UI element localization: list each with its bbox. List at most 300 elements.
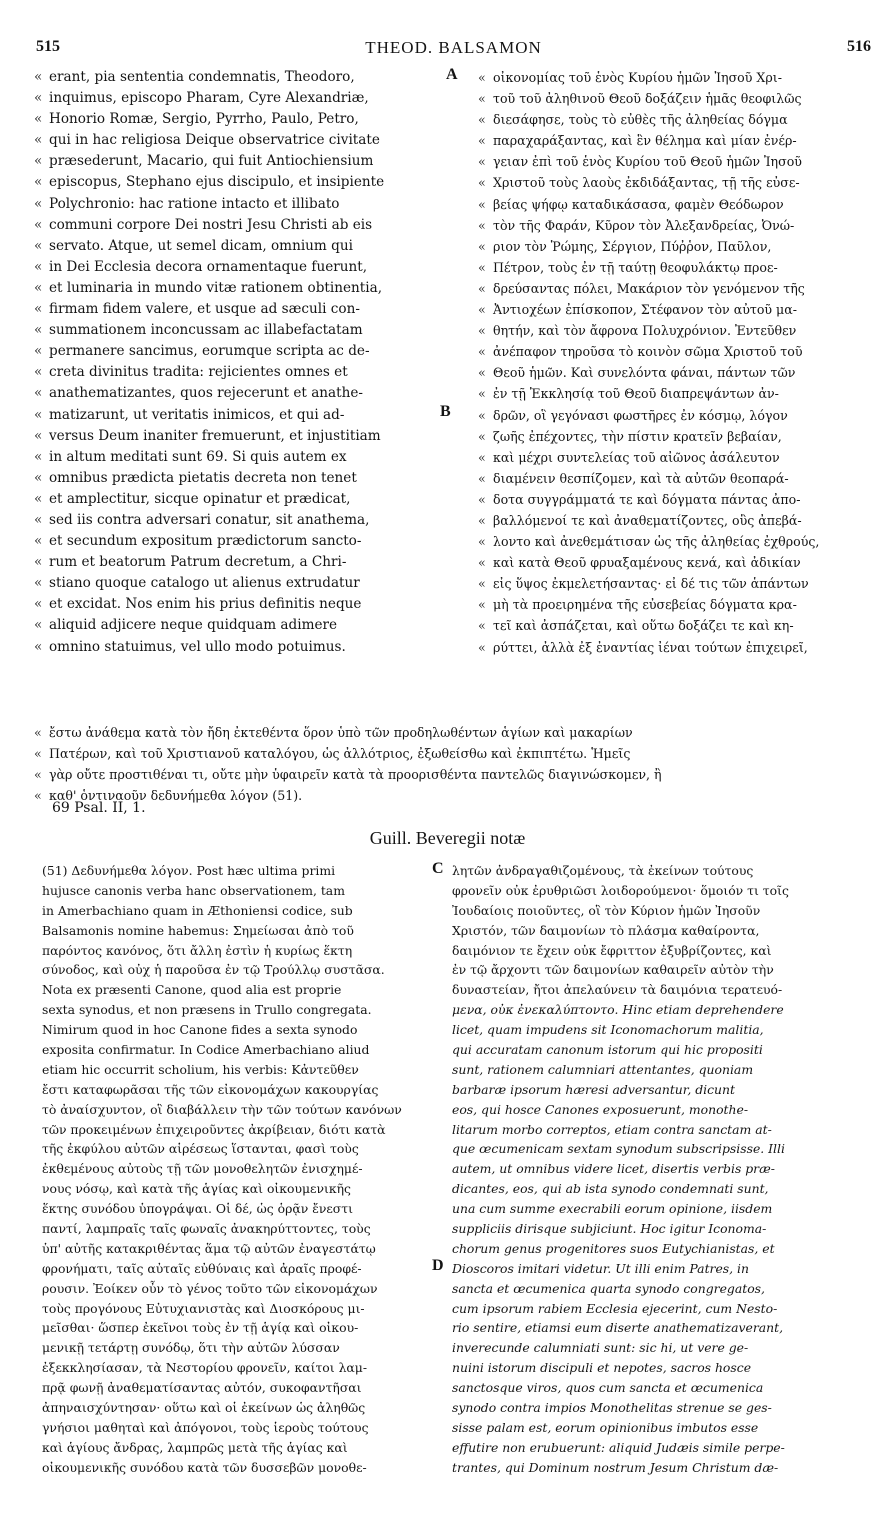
line-text: chorum genus progenitores suos Eutychianistas, et xyxy=(452,1240,775,1256)
line-text: aliquid adjicere neque quidquam adimere xyxy=(49,617,338,634)
line-text: ἀνέπαφον τηροῦσα τὸ κοινὸν σῶμα Χριστοῦ τοῦ xyxy=(493,344,803,360)
greek-column xyxy=(478,67,878,658)
text-line xyxy=(34,594,448,615)
line-text: Θεοῦ ἡμῶν. Καὶ συνελόντα φάναι, πάντων τῶν xyxy=(493,365,796,381)
running-header xyxy=(36,38,871,62)
text-line xyxy=(478,130,878,151)
text-line xyxy=(452,881,882,901)
text-line xyxy=(34,722,879,743)
text-line xyxy=(34,341,448,362)
line-text: in Amerbachiano quam in Æthoniensi codice, sub xyxy=(42,902,353,918)
text-line xyxy=(478,510,878,531)
line-text: sunt, rationem calumniari attentantes, quoniam xyxy=(452,1061,754,1077)
text-line xyxy=(452,1199,882,1219)
text-line xyxy=(34,194,448,215)
quotation-mark: « xyxy=(34,195,43,212)
line-text: rio sentire, etiamsi eum diserte anathematizaverant, xyxy=(452,1320,784,1336)
line-text: synodo contra impios Monothelitas strenue se ges- xyxy=(452,1400,772,1416)
quotation-mark: « xyxy=(34,174,43,191)
text-line xyxy=(42,1120,430,1140)
line-text: βείας ψήφῳ καταδικάσασα, φαμὲν Θεόδωρον xyxy=(493,196,784,212)
text-line xyxy=(42,1259,430,1279)
line-text: (51) Δεδυνήμεθα λόγον. Post hæc ultima primi xyxy=(42,863,336,878)
line-text: Πέτρον, τοὺς ἐν τῇ ταύτῃ θεοφυλάκτῳ προε- xyxy=(493,259,778,275)
line-text: sed iis contra adversari conatur, sit anathema, xyxy=(49,511,370,528)
line-text: et luminaria in mundo vitæ rationem obtinentia, xyxy=(49,279,383,296)
line-text: ἐν τῇ Ἐκκλησίᾳ τοῦ Θεοῦ διαπρεψάντων ἀν- xyxy=(493,386,779,402)
text-line xyxy=(42,1318,430,1338)
line-text: Honorio Romæ, Sergio, Pyrrho, Paulo, Petro, xyxy=(49,111,359,128)
text-line xyxy=(478,109,878,130)
line-text: autem, ut omnibus videre licet, disertis verbis præ- xyxy=(452,1161,775,1177)
text-line xyxy=(452,1040,882,1060)
text-line xyxy=(34,764,879,785)
line-text: permanere sancimus, eorumque scripta ac de- xyxy=(49,343,370,360)
quotation-mark: « xyxy=(34,301,43,318)
line-text: Πατέρων, καὶ τοῦ Χριστιανοῦ καταλόγου, ὡς ἀλλότριος, ἐξωθείσθω καὶ ἐκπιπτέτω. Ἡμεῖς xyxy=(49,746,631,762)
notes-left-column xyxy=(42,861,430,1478)
line-text: μὴ τὰ προειρημένα τῆς εὐσεβείας δόγματα κρα- xyxy=(493,597,797,613)
text-line xyxy=(478,383,878,404)
quotation-mark: « xyxy=(478,302,486,318)
line-text: una cum summe execrabili eorum opinione, iisdem xyxy=(452,1201,773,1217)
text-line xyxy=(34,151,448,172)
line-text: δρῶν, οἳ γεγόνασι φωστῆρες ἐν κόσμῳ, λόγον xyxy=(493,407,788,423)
line-text: παρόντος κανόνος, ὅτι ἄλλη ἐστὶν ἡ κυρίως ἕκτη xyxy=(42,942,353,958)
text-line xyxy=(34,299,448,320)
line-text: τὸν τῆς Φαράν, Κῦρον τὸν Ἀλεξανδρείας, Ὀνώ- xyxy=(493,217,795,233)
line-text: Nota ex præsenti Canone, quod alia est proprie xyxy=(42,982,342,998)
text-line xyxy=(478,573,878,594)
text-line xyxy=(452,1219,882,1239)
text-line xyxy=(452,960,882,980)
quotation-mark: « xyxy=(34,90,43,107)
quotation-mark: « xyxy=(34,69,43,85)
line-text: ἔστι καταφωρᾶσαι τῆς τῶν εἰκονομάχων κακουργίας xyxy=(42,1081,379,1097)
page-number-right: 516 xyxy=(847,38,871,55)
text-line xyxy=(42,1199,430,1219)
text-line xyxy=(452,1139,882,1159)
line-text: versus Deum inaniter fremuerunt, et injustitiam xyxy=(49,427,381,444)
line-text: ριον τὸν Ῥώμης, Σέργιον, Πύῤῥον, Παῦλον, xyxy=(493,238,772,254)
line-text: que œcumenicam sextam synodum subscripsisse. Illi xyxy=(452,1141,785,1157)
text-line xyxy=(452,921,882,941)
text-line xyxy=(452,941,882,961)
quotation-mark: « xyxy=(478,555,486,571)
text-line xyxy=(42,1279,430,1299)
line-text: μενα, οὐκ ἐνεκαλύπτοντο. Hinc etiam deprehendere xyxy=(452,1002,784,1018)
line-text: creta divinitus tradita: rejicientes omnes et xyxy=(49,364,348,381)
line-text: Χριστοῦ τοὺς λαοὺς ἐκδιδάξαντας, τῇ τῆς εὐσε- xyxy=(493,175,800,191)
quotation-mark: « xyxy=(34,111,43,128)
quotation-mark: « xyxy=(478,238,486,254)
quotation-mark: « xyxy=(478,91,486,107)
text-line xyxy=(452,1020,882,1040)
line-text: τῆς ἐκφύλου αὐτῶν αἱρέσεως ἵστανται, φασὶ τοὺς xyxy=(42,1141,359,1157)
text-line xyxy=(34,257,448,278)
text-line xyxy=(478,531,878,552)
line-text: nuini istorum discipuli et nepotes, sacros hosce xyxy=(452,1360,752,1376)
line-text: ζωῆς ἐπέχοντες, τὴν πίστιν κρατεῖν βεβαίαν, xyxy=(493,428,782,444)
line-text: καὶ μέχρι συντελείας τοῦ αἰῶνος ἀσάλευτον xyxy=(493,449,780,465)
line-text: καθ' ὁντιναοῦν δεδυνήμεθα λόγον (51). xyxy=(49,788,303,804)
line-text: γειαν ἐπὶ τοῦ ἑνὸς Κυρίου τοῦ Θεοῦ ἡμῶν Ἰησοῦ xyxy=(493,154,802,170)
text-line xyxy=(478,172,878,193)
quotation-mark: « xyxy=(34,385,43,402)
text-line xyxy=(42,901,430,921)
notes-heading: Guill. Beveregii notæ xyxy=(369,828,526,848)
line-text: ἔστω ἀνάθεμα κατὰ τὸν ἤδη ἐκτεθέντα ὅρον ὑπὸ τῶν προδηλωθέντων ἁγίων καὶ μακαρίων xyxy=(49,725,633,740)
quotation-mark: « xyxy=(478,491,486,507)
text-line xyxy=(42,1100,430,1120)
line-text: δαιμόνιον τε ἔχειν οὐκ ἔφριττον ἐξυβρίζοντες, καὶ xyxy=(452,942,772,958)
quotation-mark: « xyxy=(478,618,486,634)
line-text: hujusce canonis verba hanc observationem, tam xyxy=(42,882,345,898)
line-text: anathematizantes, quos rejecerunt et anathe- xyxy=(49,385,364,402)
text-line xyxy=(478,341,878,362)
greek-full-width-text xyxy=(34,722,879,806)
text-line xyxy=(34,236,448,257)
text-line xyxy=(34,109,448,130)
line-text: οἰκουμενικῆς συνόδου κατὰ τῶν δυσσεβῶν μονοθε- xyxy=(42,1459,367,1475)
line-text: qui accuratam canonum istorum qui hic propositi xyxy=(452,1042,763,1058)
text-line xyxy=(478,405,878,426)
quotation-mark: « xyxy=(478,133,486,149)
line-text: δυναστείαν, ἤτοι ἀπελαύνειν τὰ δαιμόνια τερατευό- xyxy=(452,982,783,998)
line-text: sexta synodus, et non præsens in Trullo congregata. xyxy=(42,1002,372,1018)
line-text: ἐκθεμένους αὐτοὺς τῇ τῶν μονοθελητῶν ἐνισχημέ- xyxy=(42,1161,363,1177)
quotation-mark: « xyxy=(478,196,486,212)
line-text: καὶ κατὰ Θεοῦ φρυαξαμένους κενά, καὶ ἀδικίαν xyxy=(493,555,801,571)
text-line xyxy=(34,88,448,109)
line-text: omnino statuimus, vel ullo modo potuimus. xyxy=(49,638,346,655)
quotation-mark: « xyxy=(34,406,43,423)
line-text: δοτα συγγράμματά τε καὶ δόγματα πάντας ἀπο- xyxy=(493,491,801,507)
text-line xyxy=(34,447,448,468)
quotation-mark: « xyxy=(34,617,43,634)
line-text: Ἰουδαίοις ποιοῦντες, οἳ τὸν Κύριον ἡμῶν Ἰησοῦν xyxy=(452,902,761,918)
text-line xyxy=(34,383,448,404)
text-line xyxy=(42,1179,430,1199)
line-text: Nimirum quod in hoc Canone fides a sexta synodo xyxy=(42,1022,358,1038)
text-line xyxy=(34,785,879,806)
quotation-mark: « xyxy=(34,554,43,571)
text-line xyxy=(478,615,878,636)
text-line xyxy=(452,1179,882,1199)
line-text: τοὺς προγόνους Εὐτυχιανιστὰς καὶ Διοσκόρους μι- xyxy=(42,1300,365,1316)
margin-letter-c: C xyxy=(432,860,444,877)
text-line xyxy=(478,594,878,615)
line-text: δρεύσαντας πόλει, Μακάριον τὸν γενόμενον τῆς xyxy=(493,280,805,296)
line-text: episcopus, Stephano ejus discipulo, et insipiente xyxy=(49,174,385,191)
text-line xyxy=(478,236,878,257)
text-line xyxy=(34,426,448,447)
text-line xyxy=(34,362,448,383)
text-line xyxy=(452,1000,882,1020)
line-text: διεσάφησε, τοὺς τὸ εὐθὲς τῆς ἀληθείας δόγμα xyxy=(493,112,788,128)
line-text: eos, qui hosce Canones exposuerunt, monothe- xyxy=(452,1101,749,1117)
line-text: sisse palam est, eorum opinionibus imbutos esse xyxy=(452,1419,759,1435)
line-text: ἕκτης συνόδου ὑπογράψαι. Οἱ δέ, ὡς ὁρᾷν ἔνεστι xyxy=(42,1201,353,1217)
text-line xyxy=(478,320,878,341)
text-line xyxy=(478,468,878,489)
text-line xyxy=(34,130,448,151)
line-text: Dioscoros imitari videtur. Ut illi enim Patres, in xyxy=(452,1260,749,1276)
line-text: Ἀντιοχέων ἐπίσκοπον, Στέφανον τὸν αὐτοῦ μα- xyxy=(493,302,798,318)
line-text: τὸ ἀναίσχυντον, οἳ διαβάλλειν τὴν τῶν τούτων κανόνων xyxy=(42,1101,402,1117)
text-line xyxy=(478,278,878,299)
line-text: ἐν τῷ ἄρχοντι τῶν δαιμονίων καθαιρεῖν αὐτὸν τὴν xyxy=(452,962,774,978)
text-line xyxy=(34,637,448,658)
page-number-left: 515 xyxy=(36,38,60,55)
text-line xyxy=(452,1080,882,1100)
line-text: τῶν προκειμένων ἐπιχειροῦντες ἀκρίβειαν, διότι κατὰ xyxy=(42,1121,386,1137)
quotation-mark: « xyxy=(478,154,486,170)
text-line xyxy=(478,447,878,468)
quotation-mark: « xyxy=(478,470,486,486)
text-line xyxy=(478,215,878,236)
quotation-mark: « xyxy=(34,788,42,804)
line-text: stiano quoque catalogo ut alienus extrudatur xyxy=(49,575,360,592)
line-text: effutire non erubuerunt: aliquid Judæis simile perpe- xyxy=(452,1439,785,1455)
line-text: exposita confirmatur. In Codice Amerbachiano aliud xyxy=(42,1042,370,1058)
text-line xyxy=(452,1100,882,1120)
line-text: παραχαράξαντας, καὶ ἓν θέλημα καὶ μίαν ἐνέρ- xyxy=(493,133,797,149)
text-line xyxy=(42,1239,430,1259)
quotation-mark: « xyxy=(478,70,486,85)
text-line xyxy=(34,531,448,552)
line-text: sancta et œcumenica quarta synodo congregatos, xyxy=(452,1280,765,1296)
quotation-mark: « xyxy=(34,469,43,486)
text-line xyxy=(34,278,448,299)
text-line xyxy=(34,215,448,236)
line-text: Balsamonis nomine habemus: Σημείωσαι ἀπὸ τοῦ xyxy=(42,922,354,938)
text-line xyxy=(42,1219,430,1239)
line-text: in altum meditati sunt 69. Si quis autem ex xyxy=(49,448,347,465)
quotation-mark: « xyxy=(34,258,43,275)
quotation-mark: « xyxy=(478,259,486,275)
line-text: σύνοδος, καὶ οὐχ ἡ παροῦσα ἐν τῷ Τρούλλῳ συστᾶσα. xyxy=(42,962,385,978)
quotation-mark: « xyxy=(34,343,43,360)
text-line xyxy=(34,489,448,510)
line-text: οἰκονομίας τοῦ ἑνὸς Κυρίου ἡμῶν Ἰησοῦ Χρι- xyxy=(493,70,782,85)
text-line xyxy=(478,637,878,658)
text-line xyxy=(34,468,448,489)
text-line xyxy=(478,194,878,215)
text-line xyxy=(42,1299,430,1319)
text-line xyxy=(478,151,878,172)
line-text: et amplectitur, sicque opinatur et prædicat, xyxy=(49,490,351,507)
text-line xyxy=(452,1279,882,1299)
line-text: πρᾷ φωνῇ ἀναθεματίσαντας αὐτόν, συκοφαντῆσαι xyxy=(42,1380,362,1396)
quotation-mark: « xyxy=(478,576,486,592)
line-text: inquimus, episcopo Pharam, Cyre Alexandriæ, xyxy=(49,90,369,107)
text-line xyxy=(34,510,448,531)
line-text: μενικῇ τετάρτῃ συνόδῳ, ὅτι τὴν αὐτῶν λύσσαν xyxy=(42,1340,340,1356)
line-text: βαλλόμενοί τε καὶ ἀναθεματίζοντες, οὓς ἀπεβά- xyxy=(493,512,802,528)
line-text: etiam hic occurrit scholium, his verbis: Κἀντεῦθεν xyxy=(42,1061,359,1077)
text-line xyxy=(42,1060,430,1080)
quotation-mark: « xyxy=(34,767,42,783)
text-line xyxy=(42,1338,430,1358)
line-text: erant, pia sententia condemnatis, Theodoro, xyxy=(49,69,355,85)
quotation-mark: « xyxy=(478,512,486,528)
text-line xyxy=(478,426,878,447)
text-line xyxy=(42,1000,430,1020)
margin-letter-a: A xyxy=(446,66,458,83)
text-line xyxy=(42,1458,430,1478)
line-text: μεῖσθαι· ὥσπερ ἐκεῖνοι τοὺς ἐν τῇ ἁγίᾳ καὶ οἰκου- xyxy=(42,1320,359,1336)
latin-column xyxy=(34,67,448,658)
text-line xyxy=(452,1299,882,1319)
line-text: εἰς ὕψος ἐκμελετήσαντας· εἰ δέ τις τῶν ἁπάντων xyxy=(493,576,809,592)
line-text: qui in hac religiosa Deique observatrice civitate xyxy=(49,132,380,149)
line-text: ἐξεκκλησίασαν, τὰ Νεστορίου φρονεῖν, καίτοι λαμ- xyxy=(42,1360,368,1376)
line-text: θητήν, καὶ τὸν ἄφρονα Πολυχρόνιον. Ἐντεῦθεν xyxy=(493,323,797,339)
text-line xyxy=(42,881,430,901)
text-line xyxy=(34,615,448,636)
line-text: communi corpore Dei nostri Jesu Christi ab eis xyxy=(49,216,373,233)
quotation-mark: « xyxy=(34,638,43,655)
line-text: ρουσιν. Ἐοίκεν οὖν τὸ γένος τοῦτο τῶν εἰκονομάχων xyxy=(42,1280,378,1296)
quotation-mark: « xyxy=(34,533,43,550)
quotation-mark: « xyxy=(34,153,43,170)
line-text: præsederunt, Macario, qui fuit Antiochiensium xyxy=(49,153,374,170)
quotation-mark: « xyxy=(34,596,43,613)
line-text: ἀπηναισχύντησαν· οὕτω καὶ οἱ ἐκείνων ὡς ἀληθῶς xyxy=(42,1400,366,1416)
text-line xyxy=(42,921,430,941)
text-line xyxy=(478,88,878,109)
text-line xyxy=(34,405,448,426)
quotation-mark: « xyxy=(478,597,486,613)
text-line xyxy=(452,861,882,881)
text-line xyxy=(42,861,430,881)
text-line xyxy=(452,1358,882,1378)
quotation-mark: « xyxy=(34,725,42,740)
quotation-mark: « xyxy=(34,575,43,592)
text-line xyxy=(42,941,430,961)
line-text: παντί, λαμπραῖς ταῖς φωναῖς ἀνακηρύττοντες, τοὺς xyxy=(42,1221,371,1237)
text-line xyxy=(452,1060,882,1080)
text-line xyxy=(42,1438,430,1458)
text-line xyxy=(452,1259,882,1279)
line-text: barbaræ ipsorum hæresi adversantur, dicunt xyxy=(452,1081,735,1097)
line-text: sanctosque viros, quos cum sancta et œcumenica xyxy=(452,1380,764,1396)
text-line xyxy=(478,362,878,383)
text-line xyxy=(34,172,448,193)
text-line xyxy=(42,980,430,1000)
quotation-mark: « xyxy=(478,428,486,444)
quotation-mark: « xyxy=(478,386,486,402)
quotation-mark: « xyxy=(478,175,486,191)
line-text: rum et beatorum Patrum decretum, a Chri- xyxy=(49,554,347,571)
quotation-mark: « xyxy=(478,112,486,128)
quotation-mark: « xyxy=(34,364,43,381)
text-line xyxy=(42,1080,430,1100)
running-title: THEOD. BALSAMON xyxy=(365,38,542,57)
quotation-mark: « xyxy=(34,511,43,528)
line-text: summationem inconcussam ac illabefactatam xyxy=(49,322,363,339)
text-line xyxy=(34,552,448,573)
text-line xyxy=(478,489,878,510)
line-text: firmam fidem valere, et usque ad sæculi con- xyxy=(49,301,360,318)
text-line xyxy=(452,1239,882,1259)
line-text: Polychronio: hac ratione intacto et illibato xyxy=(49,195,340,212)
text-line xyxy=(452,980,882,1000)
quotation-mark: « xyxy=(34,279,43,296)
line-text: γὰρ οὔτε προστιθέναι τι, οὔτε μὴν ὑφαιρεῖν κατὰ τὰ προορισθέντα παντελῶς διαγινώσκομεν, ἢ xyxy=(49,767,662,783)
text-line xyxy=(478,299,878,320)
text-line xyxy=(34,67,448,88)
line-text: λοντο καὶ ἀνεθεμάτισαν ὡς τῆς ἀληθείας ἐχθρούς, xyxy=(493,534,820,550)
notes-right-column xyxy=(452,861,882,1478)
text-line xyxy=(452,1120,882,1140)
text-line xyxy=(42,1358,430,1378)
quotation-mark: « xyxy=(34,746,42,762)
line-text: et excidat. Nos enim his prius definitis neque xyxy=(49,596,362,613)
line-text: ρύττει, ἀλλὰ ἐξ ἐναντίας ἰέναι τούτων ἐπιχειρεῖ, xyxy=(493,639,808,655)
quotation-mark: « xyxy=(478,449,486,465)
quotation-mark: « xyxy=(34,490,43,507)
margin-letter-d: D xyxy=(432,1257,444,1274)
text-line xyxy=(452,901,882,921)
line-text: φρονεῖν οὐκ ἐρυθριῶσι λοιδορούμενοι· ὅμοιόν τι τοῖς xyxy=(452,882,789,898)
quotation-mark: « xyxy=(34,216,43,233)
line-text: νους νόσῳ, καὶ κατὰ τῆς ἁγίας καὶ οἰκουμενικῆς xyxy=(42,1181,351,1197)
quotation-mark: « xyxy=(34,237,43,254)
text-line xyxy=(42,1040,430,1060)
text-line xyxy=(34,743,879,764)
text-line xyxy=(42,1418,430,1438)
quotation-mark: « xyxy=(34,322,43,339)
line-text: suppliciis dirisque subjiciunt. Hoc igitur Iconoma- xyxy=(452,1221,767,1237)
line-text: φρονήματι, ταῖς αὐταῖς εὐθύναις καὶ ἀραῖς προφέ- xyxy=(42,1260,362,1276)
line-text: ὑπ' αὐτῆς κατακριθέντας ἅμα τῷ αὐτῶν ἐναγεστάτῳ xyxy=(42,1240,376,1256)
text-line xyxy=(34,320,448,341)
quotation-mark: « xyxy=(478,280,486,296)
line-text: διαμένειν θεσπίζομεν, καὶ τὰ αὐτῶν θεοπαρά- xyxy=(493,470,789,486)
margin-letter-b: B xyxy=(440,403,451,420)
text-line xyxy=(452,1438,882,1458)
line-text: trantes, qui Dominum nostrum Jesum Christum dæ- xyxy=(452,1459,779,1475)
line-text: et secundum expositum prædictorum sancto- xyxy=(49,533,362,550)
line-text: inverecunde calumniati sunt: sic hi, ut vere ge- xyxy=(452,1340,749,1356)
text-line xyxy=(452,1378,882,1398)
quotation-mark: « xyxy=(478,344,486,360)
quotation-mark: « xyxy=(34,427,43,444)
line-text: καὶ ἁγίους ἄνδρας, λαμπρῶς μετὰ τῆς ἁγίας καὶ xyxy=(42,1439,348,1455)
quotation-mark: « xyxy=(478,365,486,381)
line-text: in Dei Ecclesia decora ornamentaque fuerunt, xyxy=(49,258,368,275)
footnote: 69 Psal. II, 1. xyxy=(52,800,146,816)
text-line xyxy=(42,960,430,980)
line-text: litarum morbo correptos, etiam contra sanctam at- xyxy=(452,1121,772,1137)
line-text: λητῶν ἀνδραγαθιζομένους, τὰ ἐκείνων τούτους xyxy=(452,863,754,878)
text-line xyxy=(478,257,878,278)
line-text: dicantes, eos, qui ab ista synodo condemnati sunt, xyxy=(452,1181,769,1197)
line-text: cum ipsorum rabiem Ecclesia ejecerint, cum Nesto- xyxy=(452,1300,778,1316)
line-text: τεῖ καὶ ἀσπάζεται, καὶ οὕτω δοξάζει τε καὶ κη- xyxy=(493,618,794,634)
line-text: licet, quam impudens sit Iconomachorum malitia, xyxy=(452,1022,764,1038)
text-line xyxy=(452,1398,882,1418)
text-line xyxy=(478,552,878,573)
line-text: servato. Atque, ut semel dicam, omnium qui xyxy=(49,237,353,254)
line-text: τοῦ τοῦ ἀληθινοῦ Θεοῦ δοξάζειν ἡμᾶς θεοφιλῶς xyxy=(493,91,802,107)
quotation-mark: « xyxy=(478,217,486,233)
text-line xyxy=(478,67,878,88)
quotation-mark: « xyxy=(478,323,486,339)
text-line xyxy=(42,1020,430,1040)
